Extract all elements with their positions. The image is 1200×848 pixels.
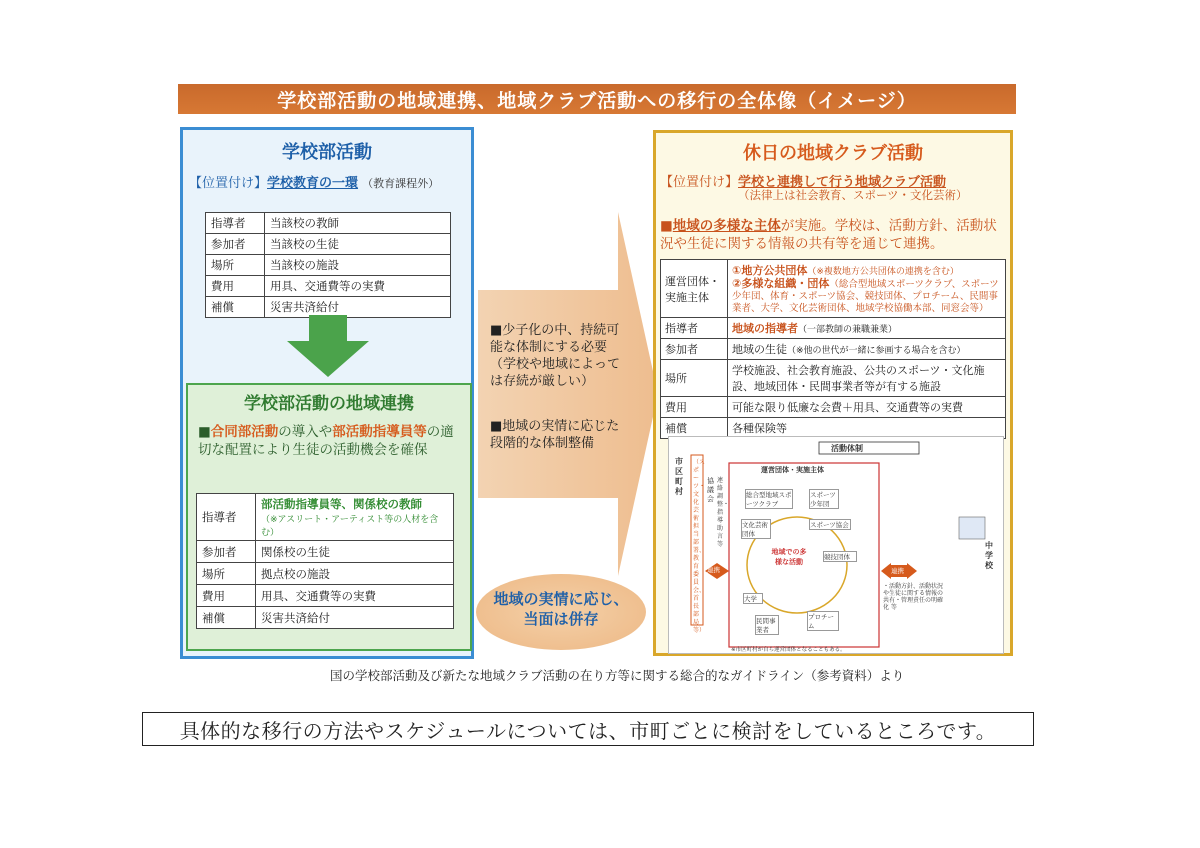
row-key: 指導者	[206, 213, 265, 234]
table-row	[197, 494, 454, 541]
bullet: ■	[198, 424, 211, 440]
diagram-node: 大学	[743, 593, 763, 604]
row-value: 当該校の施設	[265, 255, 451, 276]
operator-2-note: （総合型地域スポーツクラブ、スポーツ少年団、体育・スポーツ協会、競技団体、プロチーム、民間事業者、大学、文化芸術団体、地域学校協働本部、同窓会等）	[732, 279, 999, 314]
row-value: 当該校の生徒	[265, 234, 451, 255]
row-key: 補償	[197, 607, 256, 629]
row-value: 災害共済給付	[265, 297, 451, 318]
regional-link-heading: 学校部活動の地域連携	[244, 394, 414, 414]
row-value	[728, 339, 1006, 360]
regional-link-table	[196, 493, 454, 629]
row-value: 用具、交通費等の実費	[265, 276, 451, 297]
position-note: （教育課程外）	[362, 177, 440, 190]
table-row	[206, 213, 451, 234]
diagram-coord: 連絡調整・指導助言等	[717, 477, 730, 548]
table-row	[661, 318, 1006, 339]
page-title: 学校部活動の地域連携、地域クラブ活動への移行の全体像（イメージ）	[277, 89, 917, 112]
center-arrow-icon	[478, 212, 658, 576]
table-row	[661, 397, 1006, 418]
row-key: 費用	[197, 585, 256, 607]
diagram-node: 文化芸術団体	[741, 519, 771, 539]
row-value: 拠点校の施設	[256, 563, 454, 585]
diagram-school: 中学校	[985, 541, 993, 570]
row-key: 補償	[206, 297, 265, 318]
row-key: 参加者	[206, 234, 265, 255]
row-key: 参加者	[197, 541, 256, 563]
row-value	[728, 318, 1006, 339]
leader-value: 地域の指導者	[732, 322, 798, 335]
diagram-city: 市区町村	[675, 457, 683, 496]
participant-note: （※他の世代が一緒に参画する場合を含む）	[787, 346, 966, 356]
school-club-table	[205, 212, 451, 318]
bullet: ■	[660, 218, 673, 234]
regional-link-panel	[186, 383, 472, 651]
position-prefix: 【位置付け】	[660, 175, 739, 190]
table-row	[206, 255, 451, 276]
bottom-message: 具体的な移行の方法やスケジュールについては、市町ごとに検討をしているところです。	[179, 718, 997, 743]
diagram-node: 競技団体	[823, 551, 857, 562]
table-row	[661, 360, 1006, 397]
diagram-operator: 運営団体・実施主体	[761, 466, 824, 474]
participant-value: 地域の生徒	[732, 343, 787, 356]
source-note: 国の学校部活動及び新たな地域クラブ活動の在り方等に関する総合的なガイドライン（参考資料）より	[330, 668, 905, 683]
table-row	[197, 563, 454, 585]
law-note: （法律上は社会教育、スポーツ・文化芸術）	[738, 188, 968, 202]
table-row	[661, 339, 1006, 360]
operator-1-note: （※複数地方公共団体の連携を含む）	[807, 267, 959, 277]
row-key: 補償	[661, 418, 728, 439]
diagram-link-left: 連携	[707, 566, 720, 574]
diagram-node: 民間事業者	[755, 615, 779, 635]
leader-note: （一部教師の兼職兼業）	[798, 325, 898, 335]
row-key: 参加者	[661, 339, 728, 360]
highlight-text: 部活動指導員等	[332, 424, 427, 440]
row-key: 指導者	[661, 318, 728, 339]
diagram-school-notes: ・活動方針、活動状況や生徒に関する情報の共有・管理責任の明確化 等	[883, 583, 944, 611]
bottom-message-box	[142, 712, 1034, 746]
row-value: 各種保険等	[728, 418, 1006, 439]
coexist-line-1: 地域の実情に応じ、	[493, 590, 629, 608]
leader-note: （※アスリート・アーティスト等の人材を含む）	[261, 515, 439, 538]
diagram-node: 総合型地域スポーツクラブ	[746, 491, 792, 508]
regional-link-text	[198, 423, 466, 459]
weekend-club-heading: 休日の地域クラブ活動	[743, 143, 923, 164]
activity-diagram	[668, 436, 1004, 654]
down-arrow-icon	[287, 315, 369, 377]
text-part: が実施。学校は、活動方針、活動状況や生徒に関する情報の共有等を通じて連携。	[660, 218, 997, 252]
table-row	[197, 607, 454, 629]
operator-2: ②多様な組織・団体	[732, 277, 830, 290]
diagram-node: プロチーム	[807, 611, 839, 631]
diagram-city-note: （スポーツ・文化芸術担当部署、教育委員会、首長部局等）	[693, 459, 706, 634]
table-row	[197, 585, 454, 607]
diagram-link-right: 連携	[891, 567, 904, 575]
diagram-title: 活動体制	[831, 444, 863, 453]
diagram-node: スポーツ協会	[809, 519, 851, 530]
table-row	[206, 234, 451, 255]
position-main: 学校教育の一環	[267, 176, 359, 191]
row-key: 費用	[661, 397, 728, 418]
coexist-text	[476, 589, 646, 629]
highlight-text: 地域の多様な主体	[672, 218, 781, 234]
row-key: 場所	[661, 360, 728, 397]
diagram-node: スポーツ少年団	[809, 489, 839, 509]
diagram-center-label: 地域での多様な活動	[771, 548, 807, 566]
highlight-text: 合同部活動	[210, 424, 279, 440]
title-bar	[178, 84, 1016, 114]
row-key: 費用	[206, 276, 265, 297]
text-part: の適切な配置により生徒の活動機会を確保	[198, 424, 454, 458]
school-club-heading: 学校部活動	[282, 142, 372, 163]
table-row	[197, 541, 454, 563]
coexist-line-2: 当面は併存	[523, 610, 599, 628]
row-key: 場所	[197, 563, 256, 585]
text-part: の導入や	[278, 424, 333, 440]
row-value: 用具、交通費等の実費	[256, 585, 454, 607]
row-key: 運営団体・実施主体	[661, 260, 728, 318]
weekend-club-text	[660, 217, 1010, 253]
row-key: 場所	[206, 255, 265, 276]
row-value: 可能な限り低廉な会費＋用具、交通費等の実費	[728, 397, 1006, 418]
operator-1: ①地方公共団体	[732, 264, 808, 277]
position-main: 学校と連携して行う地域クラブ活動	[738, 175, 947, 190]
row-value: 関係校の生徒	[256, 541, 454, 563]
row-value: 当該校の教師	[265, 213, 451, 234]
table-row	[206, 276, 451, 297]
table-row	[661, 260, 1006, 318]
weekend-club-table	[660, 259, 1006, 439]
center-reason-1: ■少子化の中、持続可能な体制にする必要（学校や地域によっては存続が厳しい）	[490, 323, 621, 389]
row-value: 学校施設、社会教育施設、公共のスポーツ・文化施設、地域団体・民間事業者等が有する施設	[728, 360, 1006, 397]
center-reason-2: ■地域の実情に応じた段階的な体制整備	[490, 419, 620, 451]
row-value: 災害共済給付	[256, 607, 454, 629]
position-prefix: 【位置付け】	[189, 176, 268, 191]
row-value	[728, 260, 1006, 318]
row-value	[256, 494, 454, 541]
diagram-council: 協議会	[707, 477, 714, 503]
leader-value: 部活動指導員等、関係校の教師	[261, 497, 422, 511]
school-club-position	[189, 172, 439, 191]
diagram-footnote: ※市区町村が自ら運営団体となることもある。	[731, 647, 846, 653]
row-key: 指導者	[197, 494, 256, 541]
